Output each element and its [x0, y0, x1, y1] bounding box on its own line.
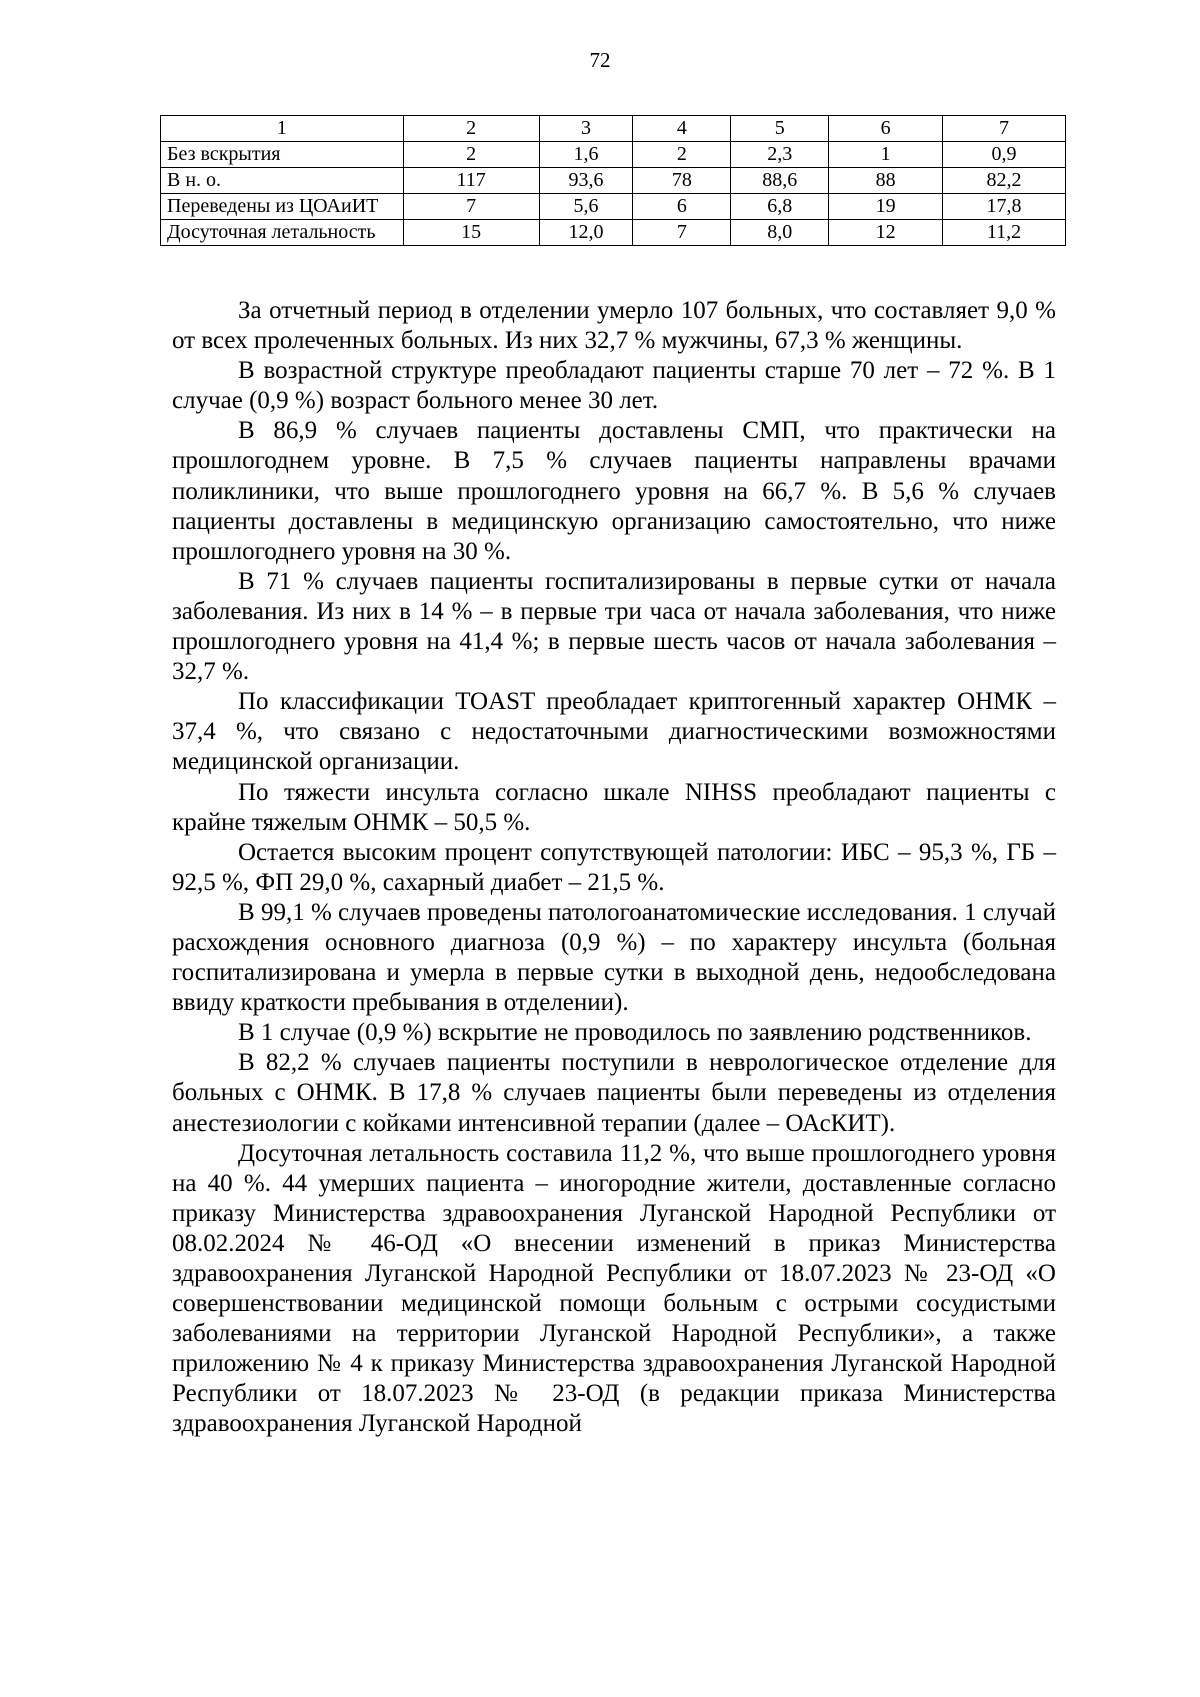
statistics-table	[160, 115, 1066, 246]
table-row	[161, 142, 1066, 168]
table-cell: 2	[403, 142, 539, 168]
body-text	[172, 296, 1056, 1440]
paragraph: В 86,9 % случаев пациенты доставлены СМП, что практически на прошлогоднем уровне. В 7,5 % случаев пациенты направлены врачами поликлиники, что выше прошлогоднего уровня на 66,7 %. В 5,6 % случаев пациенты доставлены в медицинскую организацию самостоятельно, что ниже прошлогоднего уровня на 30 %.	[172, 417, 1056, 565]
paragraph: В 71 % случаев пациенты госпитализированы в первые сутки от начала заболевания. Из них в 14 % – в первые три часа от начала заболевания, что ниже прошлогоднего уровня на 41,4 %; в первые шесть часов от начала заболевания – 32,7 %.	[172, 567, 1056, 686]
table-header-cell: 4	[633, 116, 731, 142]
row-label: Переведены из ЦОАиИТ	[161, 194, 404, 220]
table-cell: 12,0	[539, 220, 633, 246]
row-label: Досуточная летальность	[161, 220, 404, 246]
paragraph: В 82,2 % случаев пациенты поступили в неврологическое отделение для больных с ОНМК. В 17,8 % случаев пациенты были переведены из отделения анестезиологии с койками интенсивной терапии (далее – ОАсКИТ).	[172, 1049, 1056, 1137]
table-cell: 7	[633, 220, 731, 246]
row-label: Без вскрытия	[161, 142, 404, 168]
paragraph: В возрастной структуре преобладают пациенты старше 70 лет – 72 %. В 1 случае (0,9 %) возраст больного менее 30 лет.	[172, 357, 1056, 415]
table-header-cell: 5	[731, 116, 829, 142]
table-cell: 6	[633, 194, 731, 220]
table-cell: 11,2	[943, 220, 1066, 246]
table-cell: 15	[403, 220, 539, 246]
table-cell: 78	[633, 168, 731, 194]
table-cell: 1,6	[539, 142, 633, 168]
table-cell: 88	[829, 168, 943, 194]
table-cell: 6,8	[731, 194, 829, 220]
table-cell: 2	[633, 142, 731, 168]
table-header-cell: 2	[403, 116, 539, 142]
paragraph: Досуточная летальность составила 11,2 %, что выше прошлогоднего уровня на 40 %. 44 умерших пациента – иногородние жители, доставленные согласно приказу Министерства здравоохранения Луганской Народной Республики от 08.02.2024 № 46-ОД «О внесении изменений в приказ Министерства здравоохранения Луганской Народной Республики от 18.07.2023 № 23-ОД «О совершенствовании медицинской помощи больным с острыми сосудистыми заболеваниями на территории Луганской Народной Республики», а также приложению № 4 к приказу Министерства здравоохранения Луганской Народной Республики от 18.07.2023 № 23-ОД (в редакции приказа Министерства здравоохранения Луганской Народной	[172, 1139, 1056, 1438]
table-cell: 8,0	[731, 220, 829, 246]
table-cell: 19	[829, 194, 943, 220]
table-cell: 5,6	[539, 194, 633, 220]
table-row	[161, 220, 1066, 246]
paragraph: По классификации TOAST преобладает криптогенный характер ОНМК – 37,4 %, что связано с недостаточными диагностическими возможностями медицинской организации.	[172, 688, 1056, 776]
table-cell: 12	[829, 220, 943, 246]
table-cell: 0,9	[943, 142, 1066, 168]
table-cell: 2,3	[731, 142, 829, 168]
paragraph: За отчетный период в отделении умерло 107 больных, что составляет 9,0 % от всех пролеченных больных. Из них 32,7 % мужчины, 67,3 % женщины.	[172, 297, 1056, 355]
table-cell: 7	[403, 194, 539, 220]
table-cell: 82,2	[943, 168, 1066, 194]
table-header-cell: 6	[829, 116, 943, 142]
paragraph: По тяжести инсульта согласно шкале NIHSS преобладают пациенты с крайне тяжелым ОНМК – 50,5 %.	[172, 778, 1056, 836]
table-header-cell: 1	[161, 116, 404, 142]
table-header-cell: 7	[943, 116, 1066, 142]
row-label: В н. о.	[161, 168, 404, 194]
table-row	[161, 194, 1066, 220]
table-cell: 88,6	[731, 168, 829, 194]
table-header-cell: 3	[539, 116, 633, 142]
paragraph: Остается высоким процент сопутствующей патологии: ИБС – 95,3 %, ГБ – 92,5 %, ФП 29,0 %, сахарный диабет – 21,5 %.	[172, 838, 1056, 896]
table-cell: 93,6	[539, 168, 633, 194]
page-number: 72	[589, 48, 611, 72]
table-cell: 1	[829, 142, 943, 168]
paragraph: В 99,1 % случаев проведены патологоанатомические исследования. 1 случай расхождения основного диагноза (0,9 %) – по характеру инсульта (больная госпитализирована и умерла в первые сутки в выходной день, недообследована ввиду краткости пребывания в отделении).	[172, 898, 1056, 1017]
table-cell: 117	[403, 168, 539, 194]
table-header-row	[161, 116, 1066, 142]
paragraph: В 1 случае (0,9 %) вскрытие не проводилось по заявлению родственников.	[238, 1019, 1032, 1047]
table-row	[161, 168, 1066, 194]
table-cell: 17,8	[943, 194, 1066, 220]
